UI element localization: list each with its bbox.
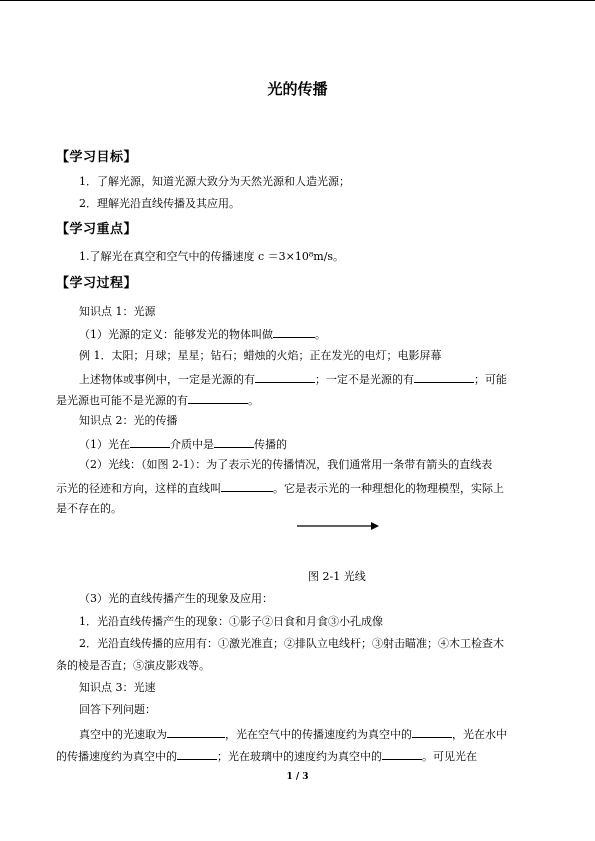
kp2-item3-2-line2: 条的棱是否直；⑤演皮影戏等。 [56,659,210,672]
kp3-line1 [79,726,507,742]
kp1-question-line2 [56,392,259,408]
kp3-title: 知识点 3：光速 [79,681,156,694]
kp2-item2-line2 [56,480,504,496]
kp2-title: 知识点 2：光的传播 [79,414,178,427]
kp1-title: 知识点 1：光源 [79,305,156,318]
kp3-prompt: 回答下列问题： [79,703,156,716]
kp1-def-text: （1）光源的定义：能够发光的物体叫做 [79,328,273,341]
kp2-text: 。它是表示光的一种理想化的物理模型，实际上 [273,482,504,495]
light-ray-arrow [297,521,379,531]
kp1-q-text: 。 [248,394,259,407]
answer-blank[interactable] [382,748,422,760]
kp2-item3-2-line1: 2．光沿直线传播的应用有：①激光准直；②排队立电线杆；③射击瞄准；④木工检查木 [79,637,504,650]
page-number: 1 / 3 [286,772,309,782]
kp2-item3: （3）光的直线传播产生的现象及应用： [79,592,273,605]
answer-blank[interactable] [214,436,254,448]
kp2-item3-1: 1．光沿直线传播产生的现象：①影子②日食和月食③小孔成像 [79,615,383,628]
kp1-definition [79,326,326,342]
answer-blank[interactable] [130,436,170,448]
kp2-item2-line1: （2）光线：（如图 2-1）：为了表示光的传播情况，我们通常用一条带有箭头的直线表 [79,458,493,471]
objective-1: 1．了解光源，知道光源大致分为天然光源和人造光源； [79,175,350,188]
kp3-line2 [56,748,477,764]
kp3-text: ，光在空气中的传播速度约为真空中的 [225,728,412,741]
kp2-text: 传播的 [254,438,287,451]
kp1-q-text: ；可能 [474,373,507,386]
section-objectives: 【学习目标】 [56,150,138,165]
kp2-item2-line3: 是不存在的。 [56,502,122,515]
kp1-q-text: 是光源也可能不是光源的有 [56,394,188,407]
kp1-question-line1 [79,371,507,387]
answer-blank[interactable] [221,480,273,492]
kp2-text: 示光的径迹和方向，这样的直线叫 [56,482,221,495]
header-rule [0,0,595,1]
kp1-q-text: ；一定不是光源的有 [315,373,414,386]
answer-blank[interactable] [273,326,315,338]
kp3-text: ，光在水中 [452,728,507,741]
kp3-text: 的传播速度约为真空中的 [56,750,177,763]
kp1-q-text: 上述物体或事例中，一定是光源的有 [79,373,255,386]
kp3-text: 真空中的光速取为 [79,728,167,741]
focus-item: 1.了解光在真空和空气中的传播速度 c ＝3×10⁸m/s。 [79,250,345,263]
answer-blank[interactable] [177,748,217,760]
answer-blank[interactable] [188,392,248,404]
kp1-example: 例 1．太阳；月球；星星；钻石；蜡烛的火焰；正在发光的电灯；电影屏幕 [79,349,442,362]
page-title: 光的传播 [267,80,328,98]
answer-blank[interactable] [412,726,452,738]
figure-caption: 图 2-1 光线 [308,570,366,583]
section-focus: 【学习重点】 [56,222,138,237]
kp1-def-end: 。 [315,328,326,341]
objective-2: 2．理解光沿直线传播及其应用。 [79,197,240,210]
section-process: 【学习过程】 [56,276,138,291]
answer-blank[interactable] [167,726,225,738]
answer-blank[interactable] [414,371,474,383]
kp3-text: ；光在玻璃中的速度约为真空中的 [217,750,382,763]
answer-blank[interactable] [255,371,315,383]
kp2-text: 介质中是 [170,438,214,451]
kp3-text: 。可见光在 [422,750,477,763]
kp2-item1 [79,436,287,452]
kp2-text: （1）光在 [79,438,130,451]
